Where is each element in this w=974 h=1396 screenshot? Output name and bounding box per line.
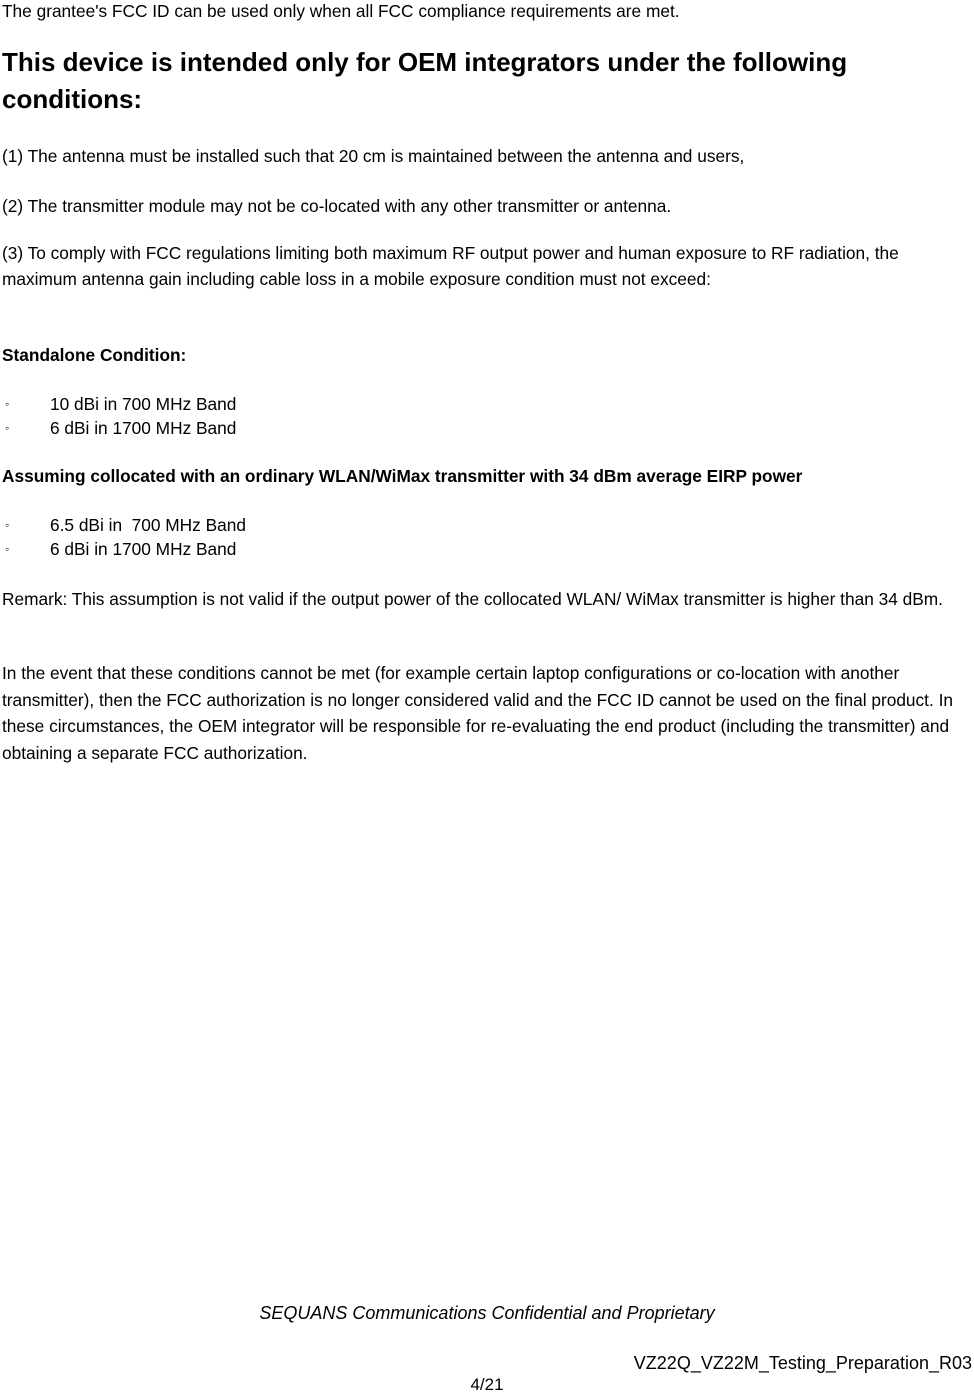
footer-confidential: SEQUANS Communications Confidential and Proprietary (259, 1303, 715, 1323)
bullet-icon: ◦ (5, 421, 10, 435)
list-item (2, 416, 602, 440)
collocated-list (2, 513, 602, 561)
list-item-text: 6 dBi in 1700 MHz Band (50, 539, 237, 559)
list-item (2, 392, 602, 416)
footer-document-id: VZ22Q_VZ22M_Testing_Preparation_R03 (633, 1353, 972, 1373)
condition-3: (3) To comply with FCC regulations limiting both maximum RF output power and human exposure to RF radiation, the maximum antenna gain including cable loss in a mobile exposure condition must not exceed: (2, 243, 899, 289)
standalone-list (2, 392, 602, 440)
collocated-title: Assuming collocated with an ordinary WLAN/WiMax transmitter with 34 dBm average EIRP power (2, 466, 803, 486)
standalone-title: Standalone Condition: (2, 345, 187, 365)
remark-text: Remark: This assumption is not valid if the output power of the collocated WLAN/ WiMax transmitter is higher than 34 dBm. (2, 589, 943, 609)
condition-1: (1) The antenna must be installed such that 20 cm is maintained between the antenna and users, (2, 146, 745, 166)
list-item (2, 537, 602, 561)
list-item (2, 513, 602, 537)
bullet-icon: ◦ (5, 397, 10, 411)
intro-text: The grantee's FCC ID can be used only when all FCC compliance requirements are met. (2, 1, 680, 21)
list-item-text: 6 dBi in 1700 MHz Band (50, 418, 237, 438)
bullet-icon: ◦ (5, 518, 10, 532)
list-item-text: 10 dBi in 700 MHz Band (50, 394, 237, 414)
footer-page-number: 4/21 (470, 1375, 504, 1394)
closing-text: In the event that these conditions cannot be met (for example certain laptop configurations or co-location with another transmitter), then the FCC authorization is no longer considered valid and the FCC ID cannot be used on the final product. In these circumstances, the OEM integrator will be responsible for re-evaluating the end product (including the transmitter) and obtaining a separate FCC authorization. (2, 663, 953, 763)
conditions-heading: This device is intended only for OEM integrators under the following conditions: (2, 47, 848, 114)
bullet-icon: ◦ (5, 542, 10, 556)
condition-2: (2) The transmitter module may not be co-located with any other transmitter or antenna. (2, 196, 672, 216)
list-item-text: 6.5 dBi in 700 MHz Band (50, 515, 246, 535)
